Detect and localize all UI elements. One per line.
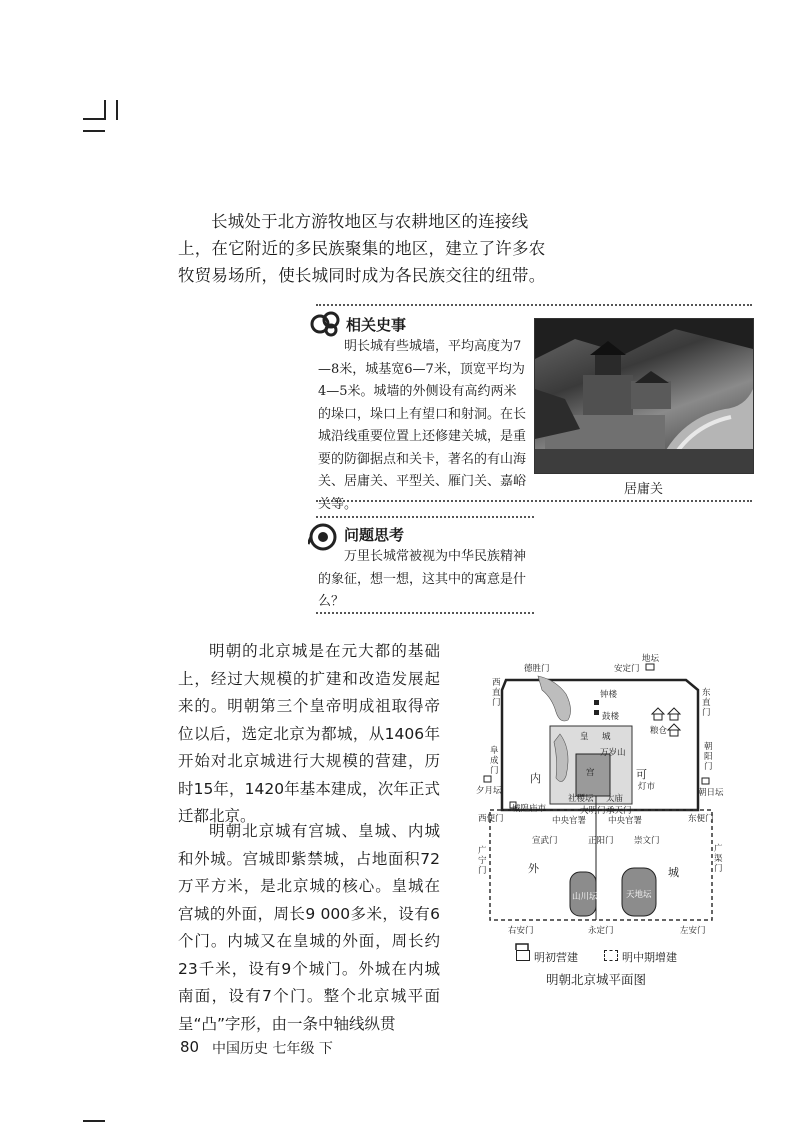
map-label-yuetan: 夕月坛 — [476, 786, 502, 796]
juyongguan-photo — [534, 318, 754, 474]
crop-mark — [83, 130, 105, 132]
crop-mark — [83, 1120, 105, 1122]
map-label-gong: 宫 — [586, 768, 595, 778]
box-bottom-border — [316, 500, 752, 502]
map-label-ritan: 朝日坛 — [698, 788, 724, 798]
page-number: 80 — [180, 1038, 200, 1056]
map-label-dongzhimen: 东直门 — [702, 688, 711, 718]
map-label-shannongtan: 山川坛 — [572, 892, 598, 902]
map-label-fuchengmen: 阜成门 — [490, 746, 499, 776]
map-label-chongwenmen: 崇文门 — [634, 836, 660, 846]
map-label-chaoyangmen: 朝阳门 — [704, 742, 713, 772]
map-label-gulou: 鼓楼 — [602, 712, 620, 722]
map-label-zuoanmen: 左安门 — [680, 926, 706, 936]
map-label-ditan: 地坛 — [642, 654, 660, 664]
map-label-damingmen: 大明门 — [580, 806, 606, 816]
map-label-liangcang: 粮仓 — [650, 726, 668, 736]
map-label-cheng: 城 — [602, 732, 611, 742]
map-label-dengshi: 灯市 — [638, 782, 656, 792]
map-label-zhonglou: 钟楼 — [600, 690, 618, 700]
legend-mid-swatch — [604, 950, 618, 961]
crop-mark — [83, 118, 105, 120]
map-label-chengtianmen: 承天门 — [606, 806, 632, 816]
related-history-icon — [310, 310, 342, 338]
box-top-border — [316, 304, 752, 306]
crop-mark — [104, 100, 106, 120]
legend-mid-label: 明中期增建 — [622, 951, 677, 964]
question-box-bottom-border — [316, 612, 534, 614]
map-label-huang: 皇 — [580, 732, 589, 742]
book-title: 中国历史 七年级 下 — [212, 1041, 333, 1057]
photo-caption: 居庸关 — [624, 482, 664, 497]
map-label-xizhimen: 西直门 — [492, 678, 501, 708]
question-body: 万里长城常被视为中华民族精神的象征，想一想，这其中的寓意是什么？ — [318, 549, 527, 609]
paragraph-beijing-construction: 明朝的北京城是在元大都的基础上，经过大规模的扩建和改造发展起来的。明朝第三个皇帝明成祖取得帝位以后，选定北京为都城，从1406年开始对北京城进行大规模的营建，历时15年，1420年基本建成，次年正式迁都北京。 — [178, 642, 440, 825]
map-label-andingmen: 安定门 — [614, 664, 640, 674]
map-label-tiantan: 天地坛 — [626, 890, 652, 900]
map-label-nei: 内 — [530, 772, 541, 785]
map-label-dongbianmen: 东便门 — [688, 814, 714, 824]
map-label-guanganmen: 广宁门 — [478, 846, 487, 876]
related-history-body: 明长城有些城墙，平均高度为7—8米，城基宽6—7米，顶宽平均为4—5米。城墙的外侧设有高约两米的垛口，垛口上有望口和射洞。在长城沿线重要位置上还修建关城，是重要的防御据点和关卡，著名的有山海关、居庸关、平型关、雁门关、嘉峪关等。 — [318, 339, 527, 512]
map-label-xibianmen: 西便门 — [478, 814, 504, 824]
crop-mark — [116, 100, 118, 120]
map-label-youanmen: 右安门 — [508, 926, 534, 936]
legend-initial-swatch — [516, 950, 530, 961]
intro-paragraph: 长城处于北方游牧地区与农耕地区的连接线上，在它附近的多民族聚集的地区，建立了许多农牧贸易场所，使长城同时成为各民族交往的纽带。 — [178, 212, 546, 285]
map-label-wansuishan: 万岁山 — [600, 748, 626, 758]
question-title: 问题思考 — [344, 526, 405, 544]
map-label-chengheng: 城隍庙市 — [512, 804, 547, 814]
legend-initial-label: 明初营建 — [534, 951, 578, 964]
map-label-taimiao: 太庙 — [606, 794, 624, 804]
map-label-waicheng: 城 — [668, 866, 679, 879]
question-box-top-border — [316, 516, 534, 518]
related-history-title: 相关史事 — [346, 316, 407, 334]
map-label-zhengyangmen: 正阳门 — [588, 836, 614, 846]
map-label-wai: 外 — [528, 862, 539, 875]
map-label-yongdingmen: 永定门 — [588, 926, 614, 936]
map-label-guangqumen: 广渠门 — [714, 844, 723, 874]
map-label-xuanwumen: 宣武门 — [532, 836, 558, 846]
map-label-ke: 可 — [636, 768, 647, 781]
map-label-sheji: 社稷坛 — [568, 794, 594, 804]
map-label-zhongyang-east: 中央官署 — [608, 816, 643, 826]
paragraph-beijing-structure: 明朝北京城有宫城、皇城、内城和外城。宫城即紫禁城，占地面积72万平方米，是北京城的核心。皇城在宫城的外面，周长9 000多米，设有6个门。内城又在皇城的外面，周长约23千米，设有9个城门。外城在内城南面，设有7个门。整个北京城平面呈“凸”字形，由一条中轴线纵贯 — [178, 822, 440, 1033]
map-label-deshengmen: 德胜门 — [524, 664, 550, 674]
map-caption: 明朝北京城平面图 — [546, 972, 647, 987]
map-label-zhongyang-west: 中央官署 — [552, 816, 587, 826]
ming-beijing-map — [476, 650, 726, 950]
